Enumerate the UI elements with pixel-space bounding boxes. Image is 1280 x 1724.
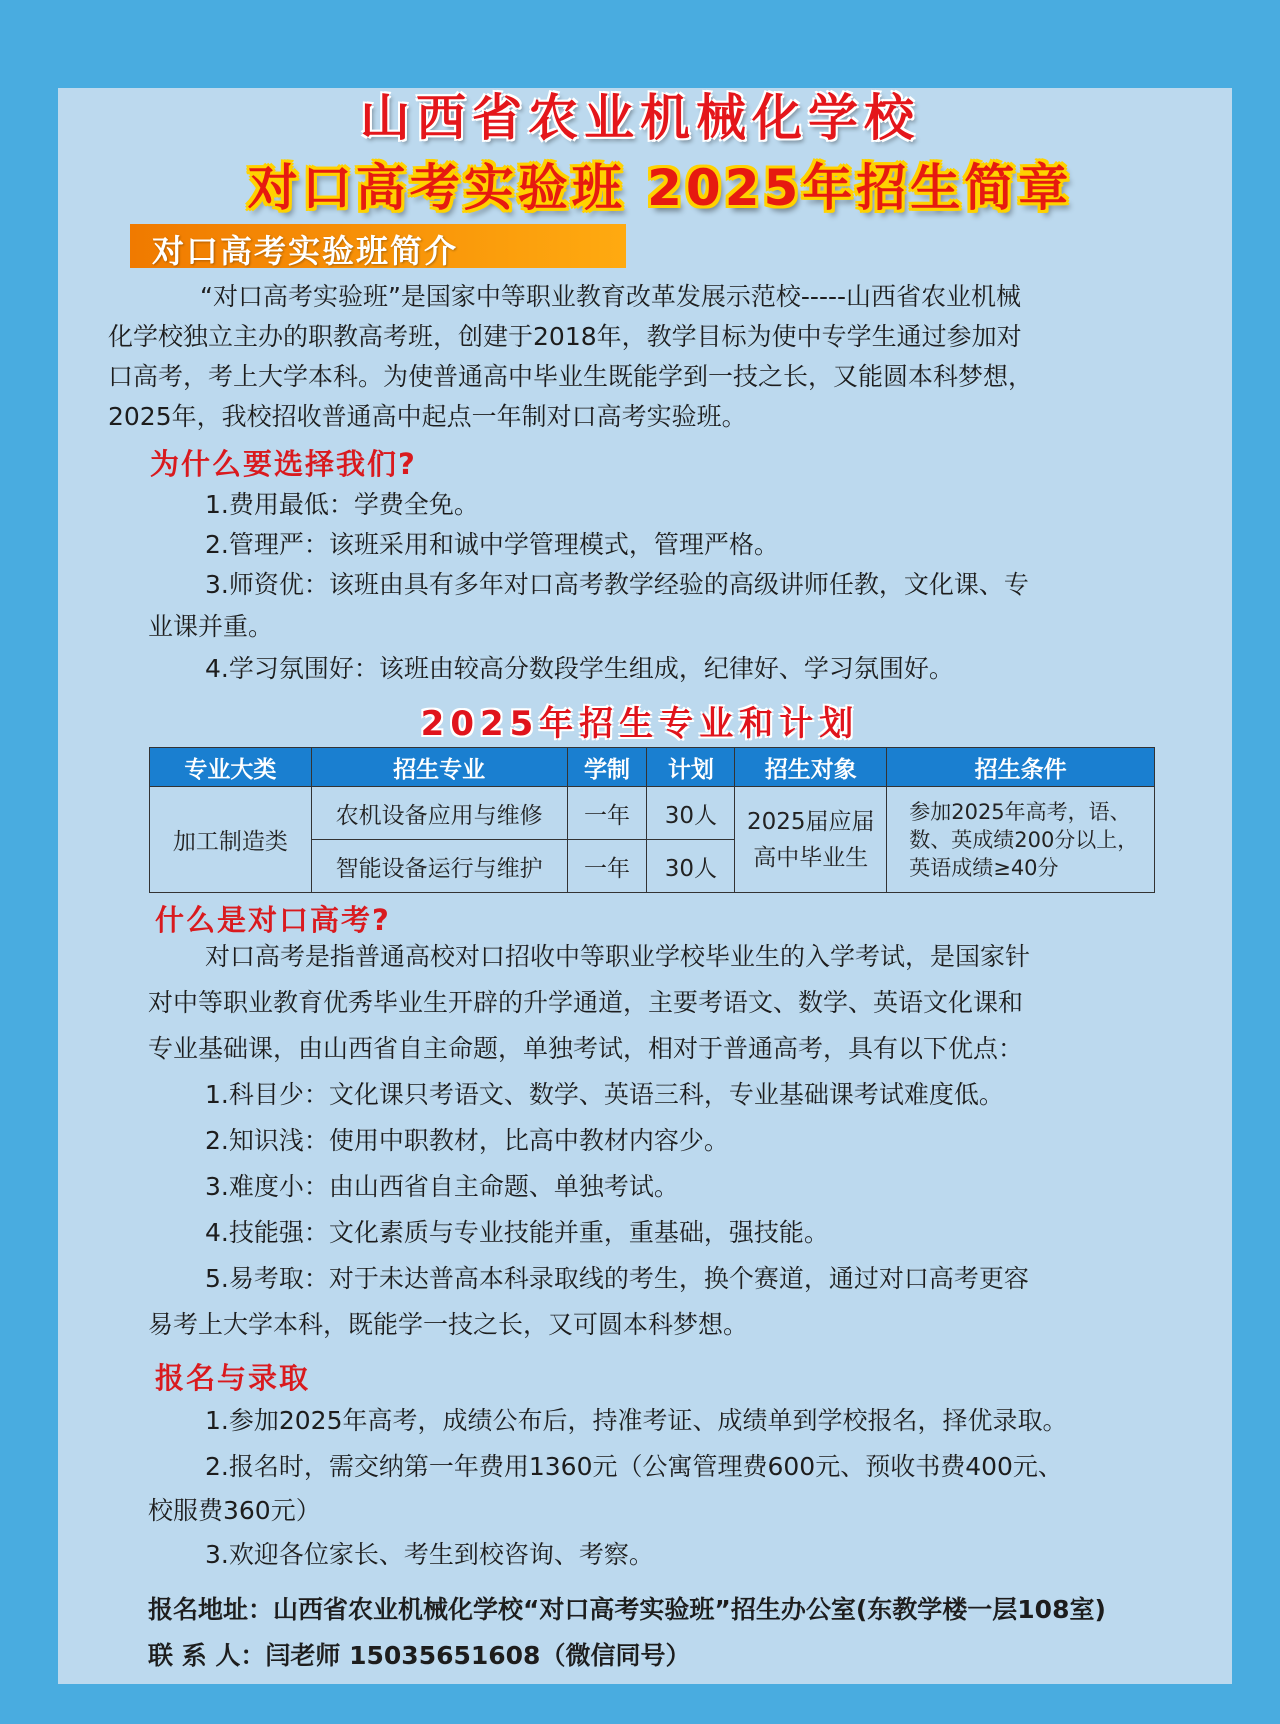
target-cell [735, 787, 887, 893]
years-cell: 一年 [567, 787, 647, 840]
what-line-8: 5.易考取：对于未达普高本科录取线的考生，换个赛道，通过对口高考更容 [205, 1264, 1029, 1293]
header-conditions: 招生条件 [887, 748, 1155, 787]
header-category: 专业大类 [150, 748, 312, 787]
school-name: 山西省农业机械化学校 [360, 88, 920, 147]
what-line-4: 1.科目少：文化课只考语文、数学、英语三科，专业基础课考试难度低。 [205, 1080, 1004, 1109]
condition-line-1: 参加2025年高考，语、 [909, 799, 1131, 824]
what-line-3: 专业基础课，由山西省自主命题，单独考试，相对于普通高考，具有以下优点： [148, 1034, 1024, 1063]
why-line-3: 3.师资优：该班由具有多年对口高考教学经验的高级讲师任教，文化课、专 [205, 570, 1029, 599]
poster-title: 对口高考实验班 2025年招生简章 [247, 159, 1073, 217]
table-header-row [150, 748, 1155, 787]
condition-line-3: 英语成绩≥40分 [909, 855, 1059, 880]
conditions-cell [887, 787, 1155, 893]
header-years: 学制 [567, 748, 647, 787]
quota-cell: 30人 [647, 840, 735, 893]
why-line-1: 1.费用最低：学费全免。 [205, 490, 479, 519]
what-line-5: 2.知识浅：使用中职教材，比高中教材内容少。 [205, 1126, 729, 1155]
header-major: 招生专业 [311, 748, 567, 787]
intro-line-3: 口高考，考上大学本科。为使普通高中毕业生既能学到一技之长，又能圆本科梦想， [108, 362, 1034, 391]
why-heading: 为什么要选择我们? [150, 447, 417, 481]
intro-heading: 对口高考实验班简介 [152, 232, 459, 270]
enroll-line-2: 2.报名时，需交纳第一年费用1360元（公寓管理费600元、预收书费400元、 [205, 1452, 1063, 1481]
intro-line-1: “对口高考实验班”是国家中等职业教育改革发展示范校-----山西省农业机械 [200, 282, 1022, 311]
table-row [150, 787, 1155, 840]
what-heading: 什么是对口高考? [155, 903, 391, 937]
what-line-6: 3.难度小：由山西省自主命题、单独考试。 [205, 1172, 679, 1201]
what-line-7: 4.技能强：文化素质与专业技能并重，重基础，强技能。 [205, 1218, 829, 1247]
header-quota: 计划 [647, 748, 735, 787]
intro-line-2: 化学校独立主办的职教高考班，创建于2018年，教学目标为使中专学生通过参加对 [108, 322, 1022, 351]
enroll-line-1: 1.参加2025年高考，成绩公布后，持准考证、成绩单到学校报名，择优录取。 [205, 1406, 1068, 1435]
header-target: 招生对象 [735, 748, 887, 787]
plan-table [149, 747, 1155, 893]
contact-person: 联 系 人：闫老师 15035651608（微信同号） [148, 1641, 691, 1670]
major-cell: 农机设备应用与维修 [311, 787, 567, 840]
condition-line-2: 数、英成绩200分以上， [909, 827, 1139, 852]
why-line-2: 2.管理严：该班采用和诚中学管理模式，管理严格。 [205, 530, 779, 559]
why-line-5: 4.学习氛围好：该班由较高分数段学生组成，纪律好、学习氛围好。 [205, 654, 954, 683]
what-line-1: 对口高考是指普通高校对口招收中等职业学校毕业生的入学考试，是国家针 [205, 942, 1031, 971]
what-line-2: 对中等职业教育优秀毕业生开辟的升学通道，主要考语文、数学、英语文化课和 [148, 988, 1024, 1017]
contact-address: 报名地址：山西省农业机械化学校“对口高考实验班”招生办公室(东教学楼一层108室) [148, 1595, 1106, 1624]
enroll-line-3: 校服费360元） [148, 1496, 321, 1525]
what-line-9: 易考上大学本科，既能学一技之长，又可圆本科梦想。 [148, 1310, 749, 1339]
intro-line-4: 2025年，我校招收普通高中起点一年制对口高考实验班。 [108, 402, 747, 431]
why-line-4: 业课并重。 [148, 612, 274, 641]
major-cell: 智能设备运行与维护 [311, 840, 567, 893]
plan-title: 2025年招生专业和计划 [420, 704, 860, 744]
target-line-1: 2025届应届 [747, 808, 875, 835]
enroll-line-4: 3.欢迎各位家长、考生到校咨询、考察。 [205, 1540, 654, 1569]
category-cell: 加工制造类 [150, 787, 312, 893]
intro-heading-bar [130, 224, 626, 268]
target-line-2: 高中毕业生 [753, 844, 869, 871]
years-cell: 一年 [567, 840, 647, 893]
quota-cell: 30人 [647, 787, 735, 840]
enroll-heading: 报名与录取 [155, 1361, 311, 1395]
